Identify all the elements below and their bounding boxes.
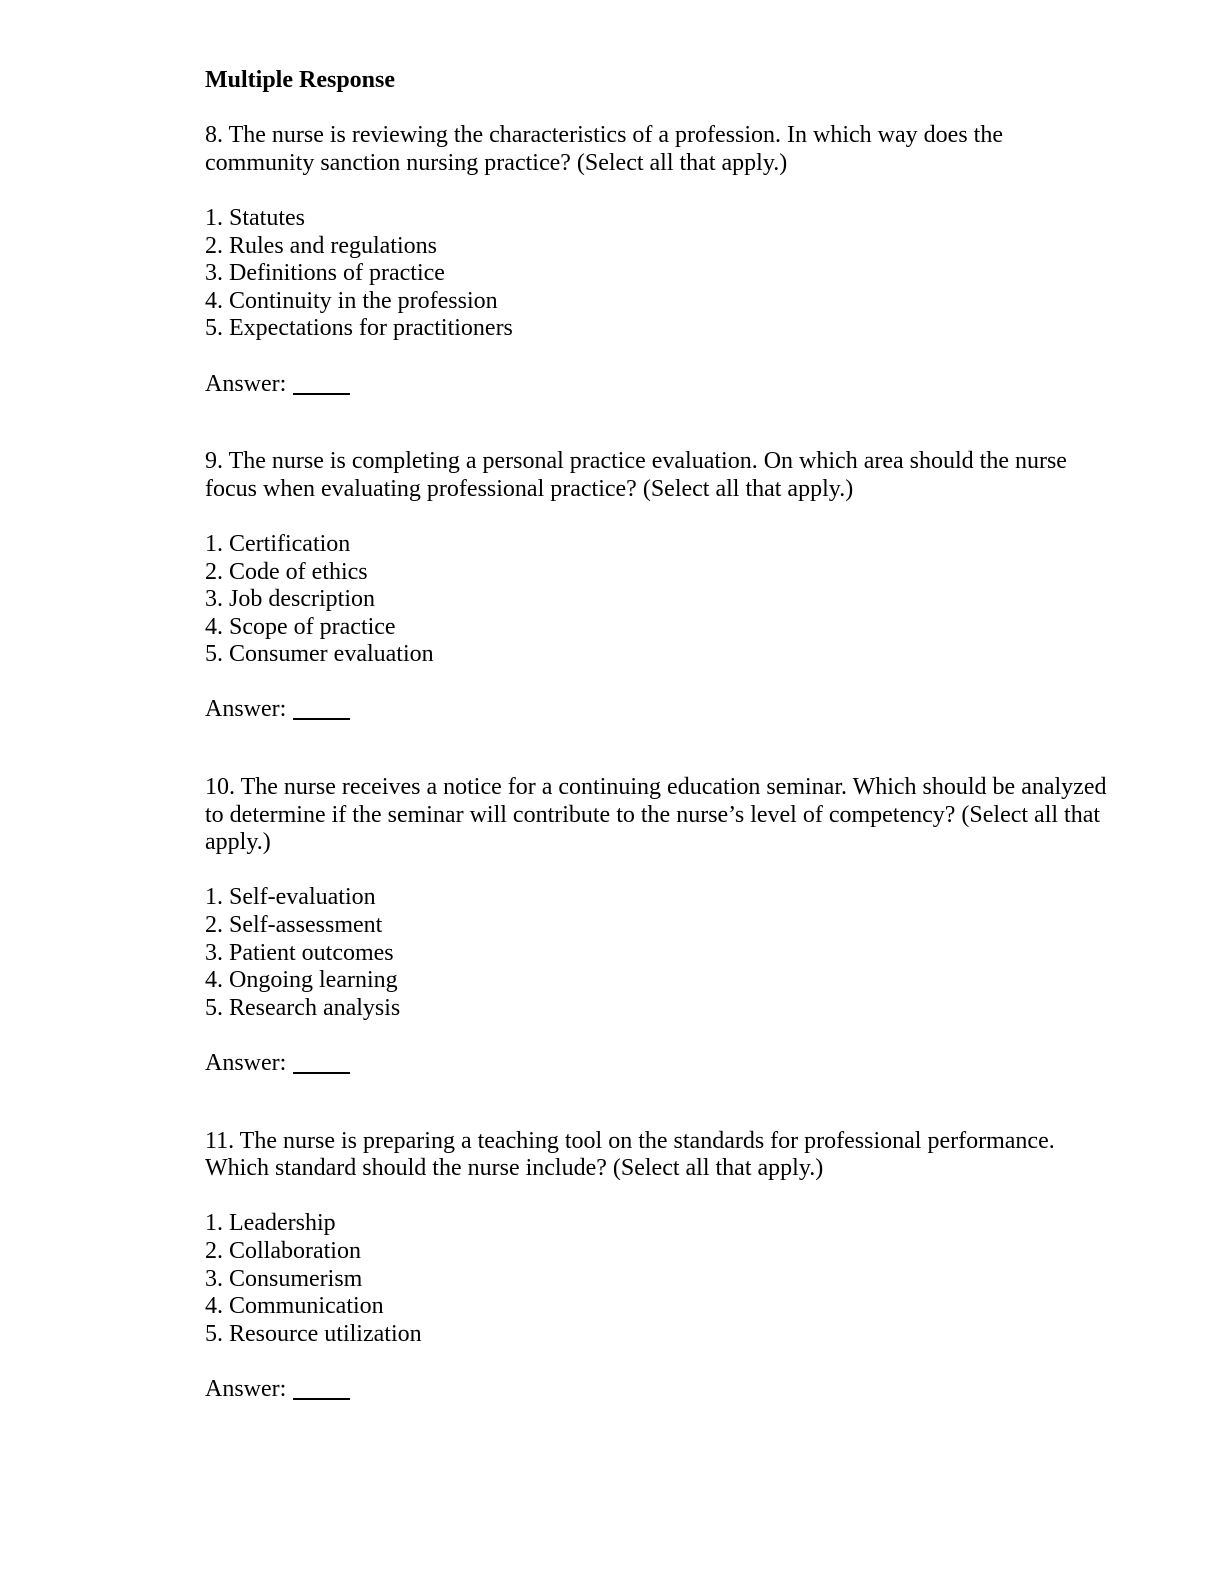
answer-line: [205, 696, 1109, 724]
option-item: 1. Certification: [205, 530, 351, 557]
option-item: 3. Job description: [205, 586, 375, 613]
option-item: 3. Definitions of practice: [205, 260, 445, 287]
question-block-9: [205, 448, 1109, 724]
option-item: 2. Self-assessment: [205, 912, 383, 939]
option-item: 1. Self-evaluation: [205, 884, 376, 911]
answer-label: Answer:: [205, 1050, 287, 1076]
answer-blank: [293, 718, 350, 720]
answer-label: Answer:: [205, 370, 287, 397]
answer-blank: [293, 393, 350, 395]
option-item: 2. Collaboration: [205, 1237, 361, 1264]
options-list: [205, 884, 1109, 1022]
option-item: 4. Ongoing learning: [205, 967, 398, 994]
answer-blank: [293, 1398, 350, 1400]
option-item: 5. Research analysis: [205, 994, 401, 1021]
option-item: 3. Consumerism: [205, 1265, 363, 1292]
question-block-8: [205, 122, 1109, 398]
option-item: 2. Rules and regulations: [205, 232, 437, 259]
answer-label: Answer:: [205, 1375, 287, 1402]
option-item: 5. Consumer evaluation: [205, 641, 434, 668]
question-text: 9. The nurse is completing a personal practice evaluation. On which area should the nurse focus when evaluating professional practice? (Select all that apply.): [205, 448, 1067, 502]
question-text: 11. The nurse is preparing a teaching tool on the standards for professional performance. Which standard should the nurse include? (Select all that apply.): [205, 1127, 1055, 1182]
option-item: 1. Leadership: [205, 1210, 336, 1237]
options-list: [205, 205, 1109, 343]
option-item: 5. Expectations for practitioners: [205, 315, 513, 342]
answer-label: Answer:: [205, 696, 287, 723]
answer-line: [205, 1376, 1109, 1404]
option-item: 5. Resource utilization: [205, 1320, 422, 1347]
question-block-10: [205, 774, 1109, 1078]
option-item: 4. Scope of practice: [205, 613, 396, 640]
section-heading: Multiple Response: [205, 67, 396, 93]
options-list: [205, 531, 1109, 669]
question-block-11: [205, 1128, 1109, 1404]
option-item: 1. Statutes: [205, 204, 305, 231]
answer-blank: [293, 1072, 350, 1074]
question-text: 10. The nurse receives a notice for a continuing education seminar. Which should be analyzed to determine if the seminar will contribute to the nurse’s level of competency? (Select all that apply.): [205, 774, 1107, 856]
options-list: [205, 1210, 1109, 1348]
option-item: 4. Continuity in the profession: [205, 287, 498, 314]
question-text: 8. The nurse is reviewing the characteristics of a profession. In which way does the community sanction nursing practice? (Select all that apply.): [205, 122, 1003, 176]
answer-line: [205, 1050, 1109, 1078]
option-item: 3. Patient outcomes: [205, 939, 394, 966]
option-item: 2. Code of ethics: [205, 558, 368, 585]
option-item: 4. Communication: [205, 1293, 384, 1320]
answer-line: [205, 371, 1109, 399]
